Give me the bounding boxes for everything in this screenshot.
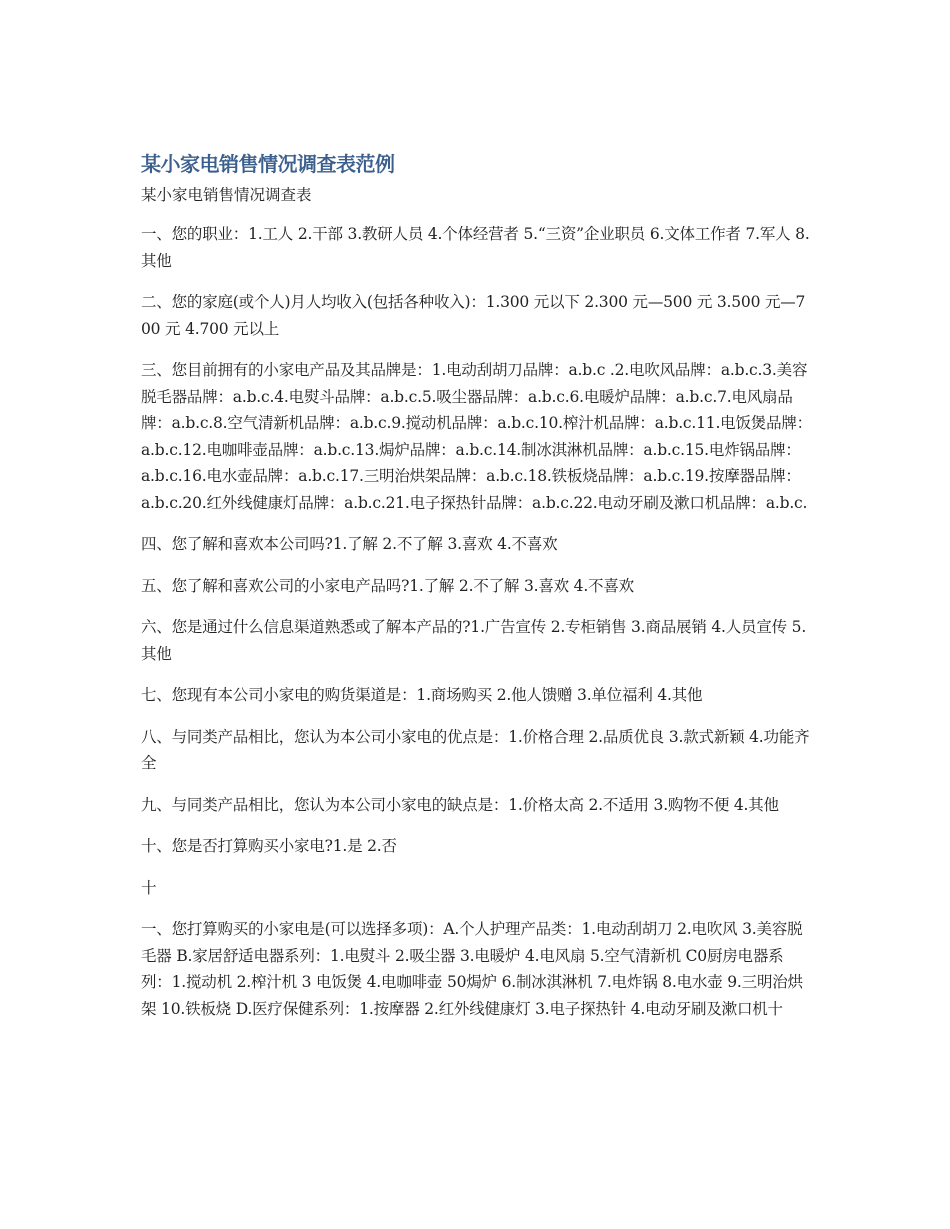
question-11-heading: 十: [141, 878, 157, 897]
document-page: [141, 150, 813, 1037]
question-5-products: 五、您了解和喜欢公司的小家电产品吗?1.了解 2.不了解 3.喜欢 4.不喜欢: [141, 576, 634, 595]
question-11-planned-products: 一、您打算购买的小家电是(可以选择多项)：A.个人护理产品类：1.电动刮胡刀 2.电吹风 3.美容脱毛器 B.家居舒适电器系列：1.电熨斗 2.吸尘器 3.电暖炉 4.电风扇 5.空气清新机 C0厨房电器系列：1.搅动机 2.榨汁机 3 电饭煲 4.电咖啡壶 50焗炉 6.制冰淇淋机 7.电炸锅 8.电水壶 9.三明治烘架 10.铁板烧 D.医疗保健系列：1.按摩器 2.红外线健康灯 3.电子探热针 4.电动牙刷及漱口机十: [141, 920, 803, 1018]
question-8-advantages: 八、与同类产品相比，您认为本公司小家电的优点是：1.价格合理 2.品质优良 3.款式新颖 4.功能齐全: [141, 727, 810, 772]
document-subtitle: 某小家电销售情况调查表: [141, 186, 312, 204]
question-1-occupation: 一、您的职业：1.工人 2.干部 3.教研人员 4.个体经营者 5.“三资”企业职员 6.文体工作者 7.军人 8.其他: [141, 225, 810, 270]
question-9-disadvantages: 九、与同类产品相比，您认为本公司小家电的缺点是：1.价格太高 2.不适用 3.购物不便 4.其他: [141, 795, 779, 814]
question-7-purchase-channel: 七、您现有本公司小家电的购货渠道是：1.商场购买 2.他人馈赠 3.单位福利 4.其他: [141, 686, 703, 704]
question-6-channels: 六、您是通过什么信息渠道熟悉或了解本产品的?1.广告宣传 2.专柜销售 3.商品展销 4.人员宣传 5.其他: [141, 618, 807, 663]
document-title: 某小家电销售情况调查表范例: [141, 152, 395, 176]
question-2-income: 二、您的家庭(或个人)月人均收入(包括各种收入)：1.300 元以下 2.300 元—500 元 3.500 元—700 元 4.700 元以上: [141, 293, 806, 338]
question-10-intent: 十、您是否打算购买小家电?1.是 2.否: [141, 837, 397, 855]
question-3-owned-products: 三、您目前拥有的小家电产品及其品牌是：1.电动刮胡刀品牌：a.b.c .2.电吹风品牌：a.b.c.3.美容脱毛器品牌：a.b.c.4.电熨斗品牌：a.b.c.5.吸尘器品牌：a.b.c.6.电暖炉品牌：a.b.c.7.电风扇品牌：a.b.c.8.空气清新机品牌：a.b.c.9.搅动机品牌：a.b.c.10.榨汁机品牌：a.b.c.11.电饭煲品牌：a.b.c.12.电咖啡壶品牌：a.b.c.13.焗炉品牌：a.b.c.14.制冰淇淋机品牌：a.b.c.15.电炸锅品牌：a.b.c.16.电水壶品牌：a.b.c.17.三明治烘架品牌：a.b.c.18.铁板烧品牌：a.b.c.19.按摩器品牌：a.b.c.20.红外线健康灯品牌：a.b.c.21.电子探热针品牌：a.b.c.22.电动牙刷及漱口机品牌：a.b.c.: [141, 361, 812, 512]
question-4-company: 四、您了解和喜欢本公司吗?1.了解 2.不了解 3.喜欢 4.不喜欢: [141, 535, 558, 553]
